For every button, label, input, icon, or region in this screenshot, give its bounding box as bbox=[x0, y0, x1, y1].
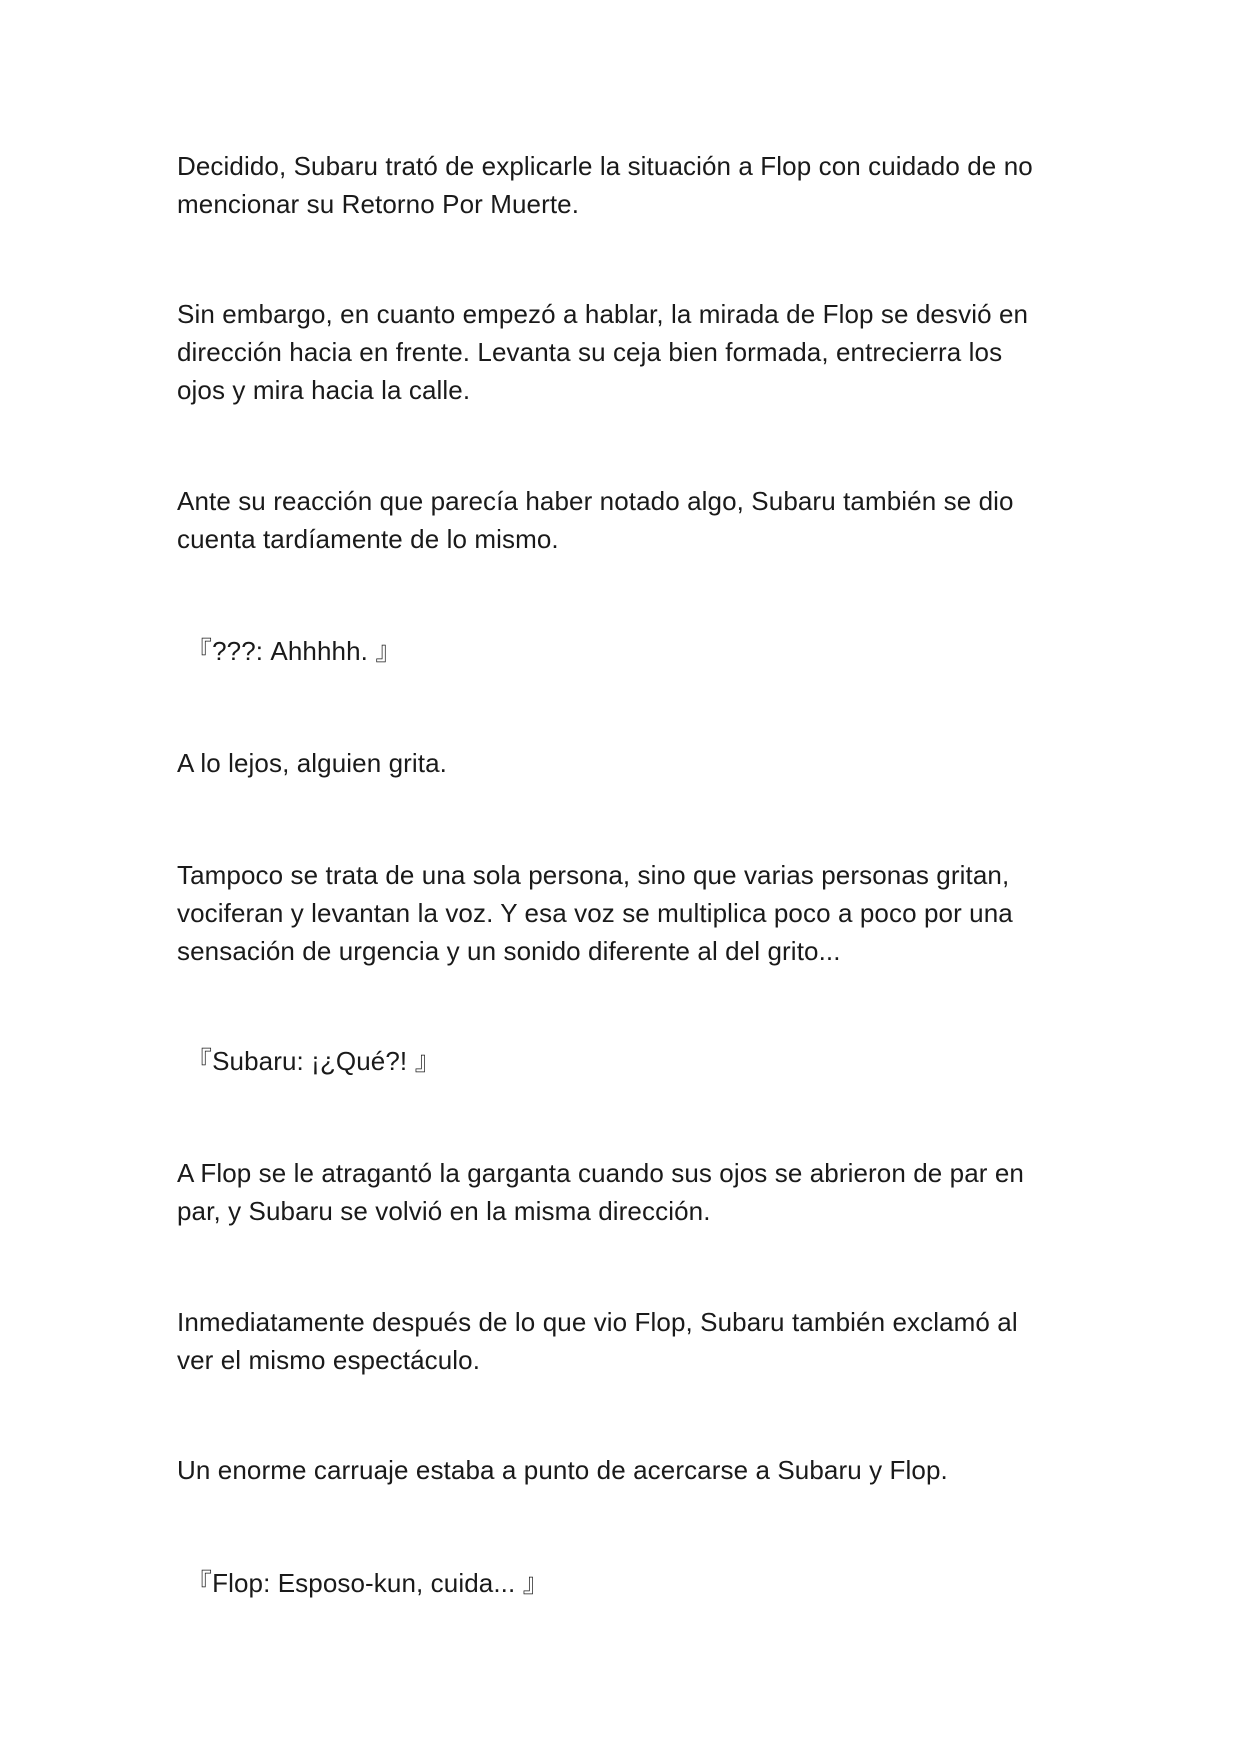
paragraph-8: Un enorme carruaje estaba a punto de acercarse a Subaru y Flop. bbox=[177, 1455, 948, 1485]
dialogue-line-2: 『Subaru: ¡¿Qué?! 』 bbox=[186, 1046, 441, 1076]
paragraph-5: Tampoco se trata de una sola persona, sino que varias personas gritan, vociferan y levantan la voz. Y esa voz se multiplica poco a poco por una sensación de urgencia y un sonido diferente al del grito... bbox=[177, 860, 1013, 966]
paragraph-7: Inmediatamente después de lo que vio Flop, Subaru también exclamó al ver el mismo espectáculo. bbox=[177, 1307, 1018, 1375]
paragraph-1: Decidido, Subaru trató de explicarle la situación a Flop con cuidado de no mencionar su Retorno Por Muerte. bbox=[177, 151, 1033, 219]
paragraph-6: A Flop se le atragantó la garganta cuando sus ojos se abrieron de par en par, y Subaru se volvió en la misma dirección. bbox=[177, 1158, 1024, 1226]
dialogue-line-1: 『???: Ahhhhh. 』 bbox=[186, 636, 402, 666]
paragraph-2: Sin embargo, en cuanto empezó a hablar, la mirada de Flop se desvió en dirección hacia en frente. Levanta su ceja bien formada, entrecierra los ojos y mira hacia la calle. bbox=[177, 299, 1029, 405]
paragraph-4: A lo lejos, alguien grita. bbox=[177, 748, 447, 778]
dialogue-line-3: 『Flop: Esposo-kun, cuida... 』 bbox=[186, 1568, 549, 1598]
paragraph-3: Ante su reacción que parecía haber notado algo, Subaru también se dio cuenta tardíamente de lo mismo. bbox=[177, 486, 1014, 554]
